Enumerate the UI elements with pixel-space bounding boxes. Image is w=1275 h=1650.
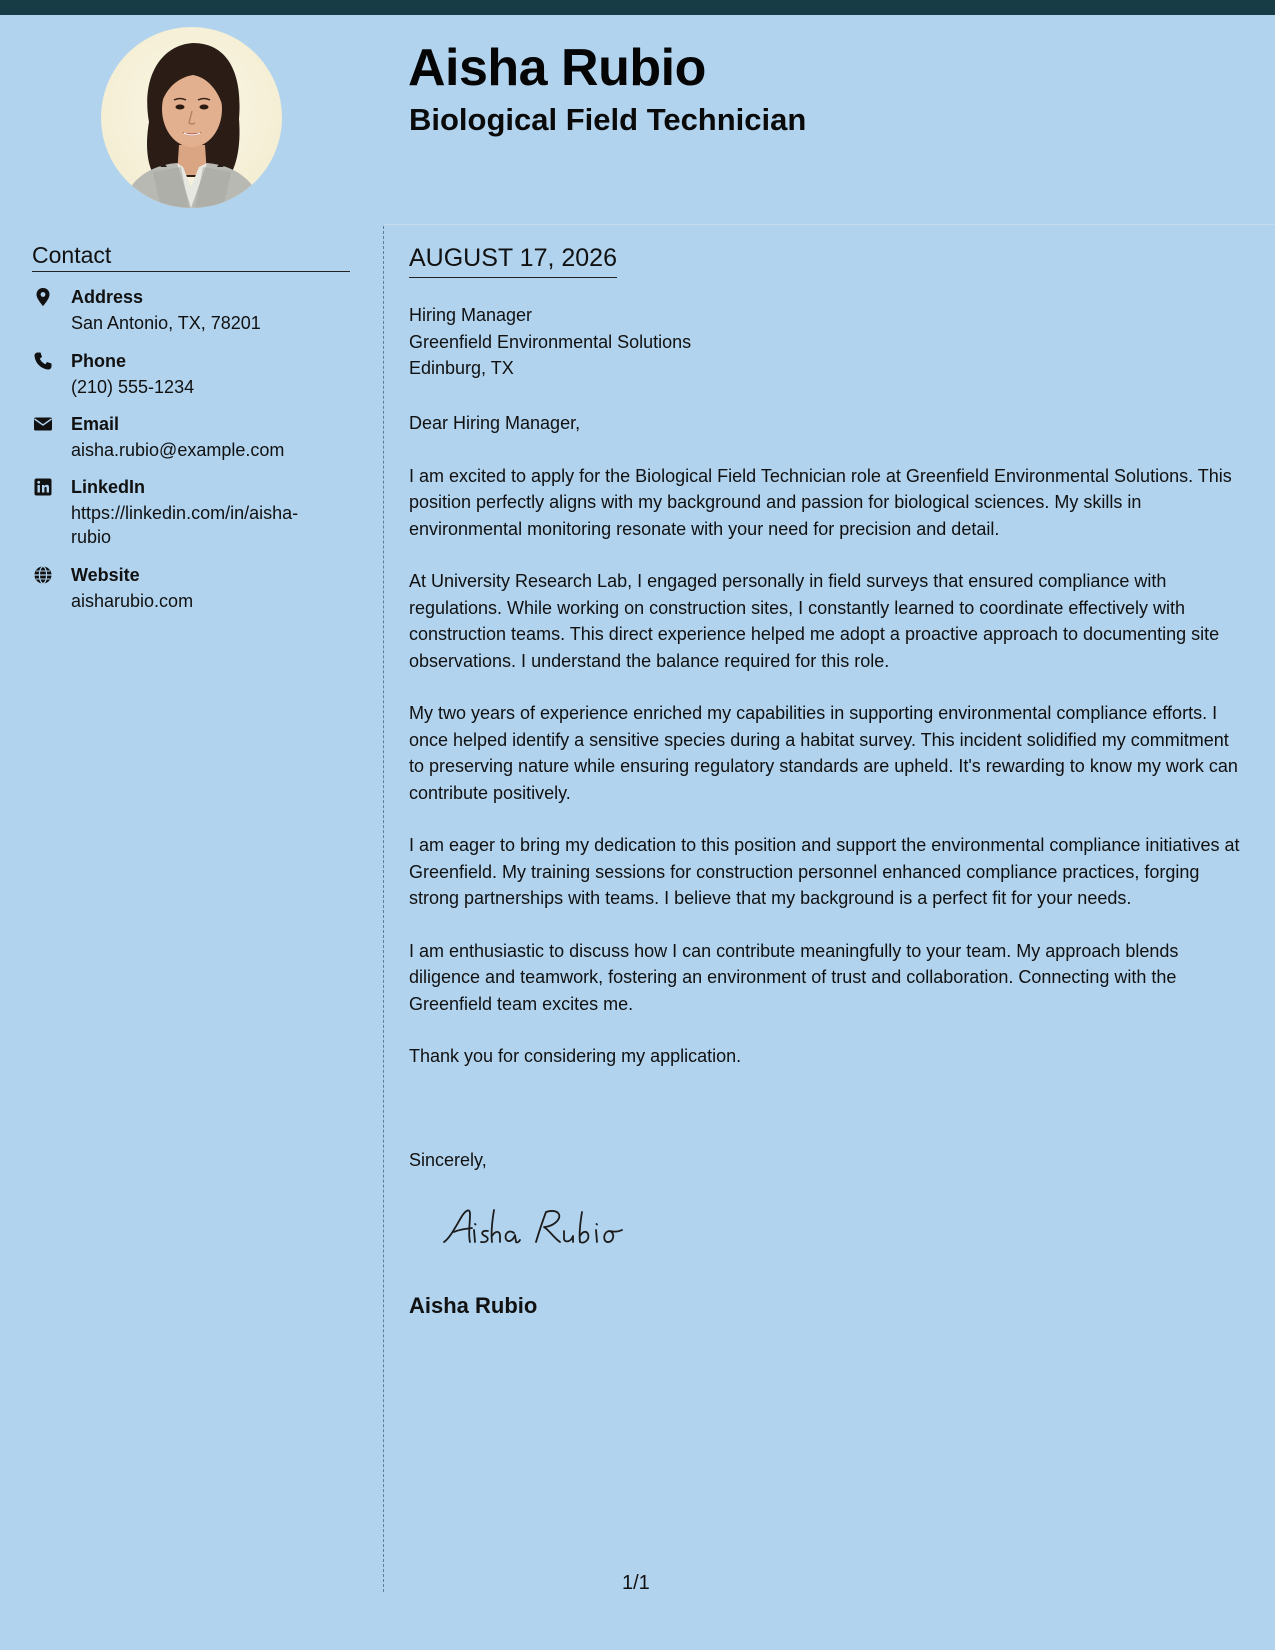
letter-paragraph: My two years of experience enriched my capabilities in supporting environmental compliance efforts. I once helped identify a sensitive species during a habitat survey. This incident solidified my commitment to preserving nature while ensuring regulatory standards are upheld. It's rewarding to know my work can contribute positively. (409, 703, 1238, 803)
contact-value: San Antonio, TX, 78201 (71, 313, 261, 333)
envelope-icon (33, 414, 53, 434)
recipient-line: Hiring Manager (409, 305, 533, 325)
contact-link[interactable]: aisharubio.com (71, 591, 194, 611)
linkedin-icon (33, 477, 53, 497)
recipient-block (409, 302, 691, 382)
recipient-line: Edinburg, TX (409, 358, 514, 378)
recipient-line: Greenfield Environmental Solutions (409, 331, 692, 352)
page-number: 1/1 (622, 1572, 650, 1594)
globe-icon (33, 565, 53, 585)
contact-label: Email (71, 414, 120, 434)
applicant-name: Aisha Rubio (408, 39, 706, 97)
contact-value: aisha.rubio@example.com (71, 440, 285, 460)
letter-body (409, 410, 1247, 1096)
contact-value: (210) 555-1234 (71, 377, 195, 397)
profile-photo (101, 27, 282, 208)
signer-name: Aisha Rubio (409, 1293, 538, 1318)
letter-paragraph: Thank you for considering my application. (409, 1046, 742, 1066)
contact-heading: Contact (32, 241, 350, 272)
top-band (0, 0, 1275, 15)
handwritten-signature (440, 1198, 640, 1253)
letter-paragraph: I am excited to apply for the Biological Field Technician role at Greenfield Environmental Solutions. This position perfectly aligns with my background and passion for biological sciences. My skills in environmental monitoring resonate with your need for precision and detail. (409, 465, 1232, 539)
letter-paragraph: I am enthusiastic to discuss how I can contribute meaningfully to your team. My approach blends diligence and teamwork, fostering an environment of trust and collaboration. Connecting with the Greenfield team excites me. (409, 940, 1179, 1014)
map-pin-icon (33, 287, 53, 307)
contact-label: Website (71, 565, 140, 585)
letter-paragraph: At University Research Lab, I engaged personally in field surveys that ensured compliance with regulations. While working on construction sites, I constantly learned to coordinate effectively with construction teams. This direct experience helped me adopt a proactive approach to documenting site observations. I understand the balance required for this role. (409, 571, 1220, 671)
letter-date: AUGUST 17, 2026 (409, 243, 617, 278)
job-title: Biological Field Technician (409, 102, 807, 137)
letter-paragraph: I am eager to bring my dedication to this position and support the environmental compliance initiatives at Greenfield. My training sessions for construction personnel enhanced compliance practices, forging strong partnerships with teams. I believe that my background is a perfect fit for your needs. (409, 835, 1240, 908)
contact-label: Phone (71, 351, 127, 371)
header-divider (384, 224, 1275, 225)
column-divider (383, 226, 384, 1592)
salutation: Dear Hiring Manager, (409, 413, 581, 433)
contact-label: Address (71, 287, 144, 307)
contact-label: LinkedIn (71, 477, 146, 497)
contact-link[interactable]: https://linkedin.com/in/aisha-rubio (71, 503, 299, 547)
phone-icon (33, 351, 53, 371)
closing: Sincerely, (409, 1150, 487, 1170)
